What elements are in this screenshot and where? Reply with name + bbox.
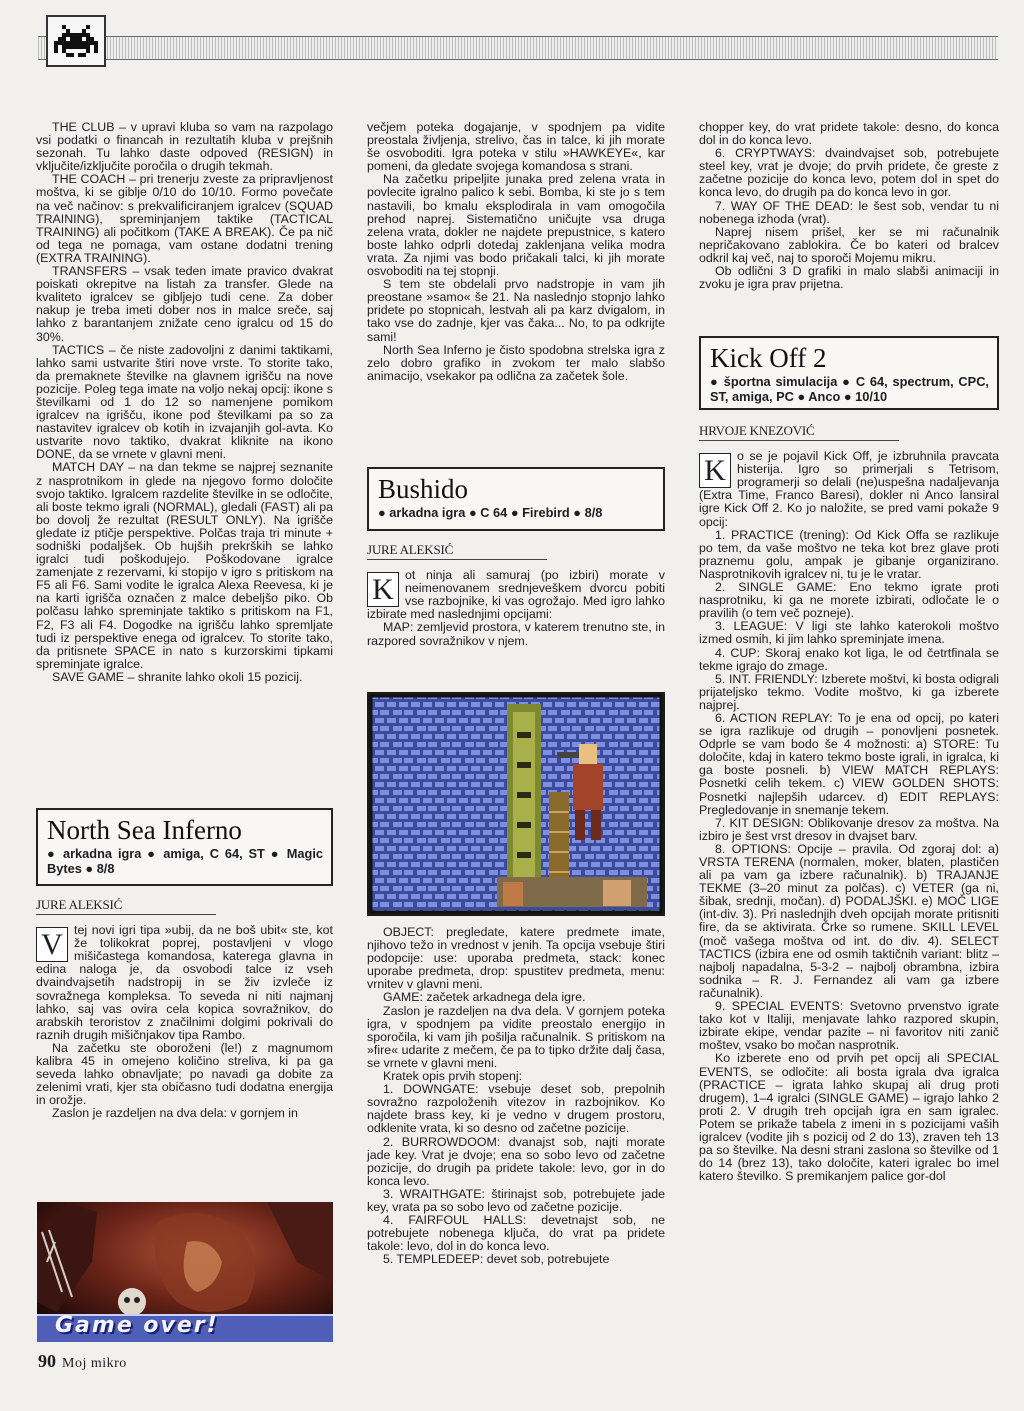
review-meta: ● športna simulacija ● C 64, spectrum, CPC, ST, amiga, PC ● Anco ● 10/10 [710, 374, 989, 404]
bushido-screenshot [367, 692, 665, 916]
dropcap: K [367, 572, 399, 607]
paragraph: Ko izberete eno od prvih pet opcij ali SPECIAL EVENTS, se odločite: ali bosta igrala dva igralca (PRACTICE – igrata lahko skupaj ali drug proti drugem), 1–4 igralci (SINGLE GAME) – igrajo lahko 2 proti 2. V drugih treh opcijah igra en sam igralec. Potem se prikaže tabela z imeni in s pozicijami vaših igralcev (vodite jih s pozicij od 2 do 13), zraven teh 13 pa so številke. Na desni strani zaslona so številke od 1 do 14 (brez 13), tako določite, kateri igralec bo imel katero številko. S premikanjem palice gor-dol [699, 1051, 999, 1184]
paragraph: SAVE GAME – shranite lahko okoli 15 pozicij. [52, 669, 303, 684]
game-over-text: Game over! [55, 1313, 219, 1338]
paragraph: 1. DOWNGATE: vsebuje deset sob, prepolnih sovražno razpoloženih vitezov in razbojnikov. Ko najdete brass key, ki je vedno v drugem prostoru, odklenite vrata, ki so desno od začetne pozicije. [367, 1082, 665, 1136]
paragraph: 5. TEMPLEDEEP: devet sob, potrebujete [383, 1252, 610, 1267]
paragraph: ot ninja ali samuraj (po izbiri) morate v neimenovanem srednjeveškem dvorcu pobiti vse razbojnike, ki vas ogrožajo. Med igro lahko izbirate med naslednjimi opcijami: [367, 568, 665, 622]
review-author: JURE ALEKSIĆ [367, 543, 547, 560]
paragraph: tej novi igri tipa »ubij, da ne boš ubit« ste, kot že tolikokrat poprej, postavljeni v vlogo mišičastega komandosa, katerega glavna in edina naloga je, da osvobodi talce iz vseh dvaindvajsetih nadstropij in se živ izvleče iz sovražnega kompleksa. To seveda ni niti najmanj lahko, saj vas ovira cela kopica sovražnikov, do arabskih teroristov z značilnimi dolgimi pokrivali do raznih drugih mišičnjakov tipa Rambo. [36, 923, 333, 1042]
review-bushido [367, 467, 665, 648]
review-north-sea-inferno [36, 808, 333, 1121]
space-invader-icon [54, 24, 98, 58]
review-title-box [367, 467, 665, 531]
paragraph: 4. CUP: Skoraj enako kot liga, le od četrtfinala se tekme igrajo do zmage. [699, 645, 999, 673]
paragraph: Ob odlični 3 D grafiki in malo slabši animaciji in zvoku je igra prav prijetna. [699, 264, 999, 292]
paragraph: Na začetku pripeljite junaka pred zelena vrata in povlecite igralno palico k sebi. Bomba, ki ste jo s tem nastavili, bo kmalu eksplodirala in vam omogočila prehod naprej. Sistematično uničujte vsa druga zelena vrata, dokler ne najdete prepustnice, s katero boste lahko odprli dotedaj zaklenjana velika modra vrata. Za njimi vas bodo pričakali talci, ki jih morate osvoboditi na tej stopnji. [367, 172, 665, 279]
review-kick-off-2 [699, 336, 999, 1183]
paragraph: Zaslon je razdeljen na dva dela. V gornjem poteka igra, v spodnjem pa vidite preostalo energijo in sporočila, ki vam jih pošilja računalnik. S pritiskom na »fire« udarite z mečem, če pa to tipko držite dalj časa, se vrnete v glavni meni. [367, 1003, 665, 1070]
paragraph: chopper key, do vrat pridete takole: desno, do konca dol in do konca levo. [699, 120, 999, 148]
paragraph: 7. KIT DESIGN: Oblikovanje dresov za moštva. Na izbiro je šest vrst dresov in dvajset barv. [699, 815, 999, 843]
paragraph: 4. FAIRFOUL HALLS: devetnajst sob, ne potrebujete nobenega ključa, do vrat pa pridete takole: levo, dol in do konca levo. [367, 1213, 665, 1254]
review-author: HRVOJE KNEZOVIĆ [699, 424, 899, 441]
paragraph: Kratek opis prvih stopenj: [383, 1069, 523, 1084]
review-author: JURE ALEKSIĆ [36, 898, 216, 915]
paragraph: Naprej nisem prišel, ker se mi računalnik nepričakovano zablokira. Če bo kateri od bralcev odkril kaj več, naj to sporoči Mojemu mikru. [699, 224, 999, 265]
column-2 [367, 121, 665, 383]
column-1 [36, 121, 333, 684]
page-number: 90 [38, 1351, 56, 1371]
review-body [367, 569, 665, 648]
paragraph: večjem poteka dogajanje, v spodnjem pa vidite preostala življenja, strelivo, čas in talce, ki jih morate še osvoboditi. Igra poteka v stilu »HAWKEYE«, kar pomeni, da gledate svojega komandosa s strani. [367, 120, 665, 174]
dropcap: V [36, 927, 68, 962]
header-bar [38, 36, 998, 60]
review-body [36, 924, 333, 1120]
paragraph: S tem ste obdelali prvo nadstropje in vam jih preostane »samo« še 21. Na naslednjo stopnjo lahko pridete po stopnicah, lestvah ali pa karz dvigalom, in tako vse do zadnje, kjer vas čaka... No, to pa odkrijte sami! [367, 277, 665, 344]
paragraph: 2. SINGLE GAME: Eno tekmo igrate proti nasprotniku, ki ga ne morete izbirati, odločate le o pravilih (o tem več pozneje). [699, 580, 999, 621]
review-title-box [699, 336, 999, 410]
column-3 [699, 121, 999, 291]
review-meta: ● arkadna igra ● amiga, C 64, ST ● Magic Bytes ● 8/8 [47, 846, 323, 876]
paragraph: Na začetku ste oboroženi (le!) z magnumom kalibra 45 in omejeno količino streliva, ki pa ga seveda lahko obnavljate; po navadi ga dobite za zelenimi vrati, kjer sta običasno tudi dodatna energija in orožje. [36, 1040, 333, 1108]
paragraph: North Sea Inferno je čisto spodobna strelska igra z zelo dobro grafiko in zvokom ter malo slabšo animacijo, vsekakor pa odlična za začetek šole. [367, 342, 665, 383]
page-footer [38, 1351, 127, 1372]
paragraph: TACTICS – če niste zadovoljni z danimi taktikami, lahko sami ustvarite štiri nove vrste. To storite tako, da premaknete številke na glavnem igrišču na nove pozicije. Poleg tega imate na voljo nekaj opcij: ikone s številkami od 1 do 12 so namenjene pomikom igralcev na igrišču, ikone pod številkami pa so za nastavitev igralcev ob kotih in izvajanjih gol-avta. Ko ustvarite novo taktiko, dvakrat kliknite na ikono DONE, da se vrnete v glavni meni. [36, 342, 333, 462]
paragraph: 6. ACTION REPLAY: To je ena od opcij, po kateri se igra razlikuje od drugih – ponovljeni posnetek. Odprle se vam bodo še 4 možnosti: a) STORE: Tu določite, kdaj in katero tekmo boste igrali, in igralca, ki ga boste posneli. b) VIEW MATCH REPLAYS: Posnetki celih tekem. c) VIEW GOLDEN SHOTS: Posnetki najlepših udarcev. d) EDIT REPLAYS: Pregledovanje in snemanje tekem. [699, 710, 999, 817]
review-body [699, 450, 999, 1183]
paragraph: TRANSFERS – vsak teden imate pravico dvakrat poiskati okrepitve na listah za transfer. Glede na kvaliteto igralcev se gibljejo tudi cene. Za dober nakup je treba imeti dober nos in malce sreče, saj lahko z barantanjem znižate ceno igralcu od 15 do 30%. [36, 264, 333, 344]
paragraph: MAP: zemljevid prostora, v katerem trenutno ste, in razpored sovražnikov v njem. [367, 620, 665, 648]
paragraph: 7. WAY OF THE DEAD: le šest sob, vendar tu ni nobenega izhoda (vrat). [699, 198, 999, 226]
paragraph: 8. OPTIONS: Opcije – pravila. Od zgoraj dol: a) VRSTA TERENA (normalen, moker, blaten, plastičen ali pa vam ga izbere računalnik). b) TRAJANJE TEKME (3–20 minut za polčas). c) VETER (ga ni, šibak, srednji, močan). d) PODALJŠKI. e) MOČ LIGE (int-div. 3). Pri naslednjih dveh opcijah morate pritisniti fire, da se aktivirata. Črke so rumene. SKILL LEVEL (moč vašega moštva od int. do div. 4). SELECT TACTICS (izbira ene od osmih taktičnih variant: blitz – najbolj napadalna, 5-3-2 – najbolj obrambna, izbira sodnika – R. J. Fernandez ali vam ga izbere računalnik). [699, 841, 999, 1000]
paragraph: Zaslon je razdeljen na dva dela: v gornjem in [52, 1106, 298, 1121]
review-title: North Sea Inferno [47, 815, 242, 845]
paragraph: 9. SPECIAL EVENTS: Svetovno prvenstvo igrate tako kot v Italiji, menjavate lahko razpored skupin, izbirate ekipe, vendar pazite – ni favoritov niti zanič moštev, vsako bo močan nasprotnik. [699, 999, 999, 1053]
bushido-continued [367, 926, 665, 1266]
review-title-box [36, 808, 333, 886]
paragraph: o se je pojavil Kick Off, je izbruhnila pravcata histerija. Igro so primerjali s Tetrisom, programerji so delali (ne)uspešna nadaljevanja (Extra Time, Franco Baresi), dokler ni Anco lansiral igre Kick Off 2. Ko jo naložite, se pred vami pokaže 9 opcij: [699, 449, 999, 529]
paragraph: GAME: začetek arkadnega dela igre. [383, 990, 586, 1005]
paragraph: 2. BURROWDOOM: dvanajst sob, najti morate jade key. Vrat je dvoje; ena so sobo levo od začetne pozicije, do drugih pa pridete takole: levo, gor in do konca levo. [367, 1134, 665, 1188]
magazine-name: Moj mikro [62, 1356, 127, 1371]
paragraph: 1. PRACTICE (trening): Od Kick Offa se razlikuje po tem, da vaše moštvo ne teka kot brez glave proti praznemu golu, ampak je gibanje organizirano. Nasprotnikovih igralcev ni, tu je le vratar. [699, 527, 999, 581]
north-sea-inferno-screenshot [37, 1202, 333, 1342]
paragraph: MATCH DAY – na dan tekme se najprej seznanite z nasprotnikom in glede na njegovo formo določite svojo taktiko. Igralcem razdelite številke in se odločite, ali boste tekmo igrali (NORMAL), gledali (FAST) ali pa bo dovolj že rezultat (RESULT ONLY). Na igrišče gledate iz ptičje perspektive. Polčas traja tri minute + sodniški podaljšek. Ob hujših prekrških se lahko igralci tudi poškodujejo. Poškodovane igralce zamenjate z rezervami, ki stopijo v igro s pritiskom na F5 ali F6. Sami vodite le igralca Alexa Reevesa, ki je na karti igrišča označen z malce debeljšo piko. Ob polčasu lahko spreminjate taktiko s pritiskom na F1, F2, F3 ali F4. Dogodke na igrišču lahko spremljate tudi iz perspektive enega od igralcev. To storite tako, da pritisnete SPACE in nato s kurzorskimi tipkami spreminjate igralce. [36, 460, 333, 671]
paragraph: OBJECT: pregledate, katere predmete imate, njihovo težo in vrednost v jenih. Ta opcija vsebuje štiri podopcije: use: uporaba predmeta, stack: konec uporabe predmeta, drop: spustitev predmeta, menu: vrnitev v glavni meni. [367, 925, 665, 992]
header-logo [46, 15, 106, 67]
paragraph: 3. LEAGUE: V ligi ste lahko katerokoli moštvo izmed osmih, ki jim lahko spreminjate imena. [699, 619, 999, 647]
review-meta: ● arkadna igra ● C 64 ● Firebird ● 8/8 [378, 505, 603, 520]
review-title: Kick Off 2 [710, 343, 827, 373]
game-art [367, 692, 665, 916]
paragraph: 6. CRYPTWAYS: dvaindvajset sob, potrebujete steel key, vrat je dvoje; do prvih pridete, če greste z začetne pozicije do konca levo, potem dol in spet do konca levo, do drugih pa do konca levo in gor. [699, 146, 999, 200]
dropcap: K [699, 453, 731, 488]
paragraph: 3. WRAITHGATE: štirinajst sob, potrebujete jade key, vrata pa so sobo levo od začetne pozicije. [367, 1186, 665, 1214]
paragraph: 5. INT. FRIENDLY: Izberete moštvi, ki bosta odigrali prijateljsko tekmo. Vodite moštvo, ki ga izberete najprej. [699, 671, 999, 712]
review-title: Bushido [378, 474, 469, 504]
paragraph: THE CLUB – v upravi kluba so vam na razpolago vsi podatki o financah in rezultatih kluba v prejšnih sezonah. Tu lahko daste odpoved (RESIGN) in vključite/izključite poročila o drugih tekmah. [36, 120, 333, 174]
paragraph: THE COACH – pri trenerju zveste za pripravljenost moštva, ki se giblje 0/10 do 10/10. Formo povečate na več načinov: s prekvalificiranjem igralcev (SQUAD TRAINING), spreminjanjem taktike (TACTICAL TRAINING) ali počitkom (TAKE A BREAK). Če pa nič od tega ne pomaga, vam ostane dodatni trening (EXTRA TRAINING). [36, 172, 333, 265]
